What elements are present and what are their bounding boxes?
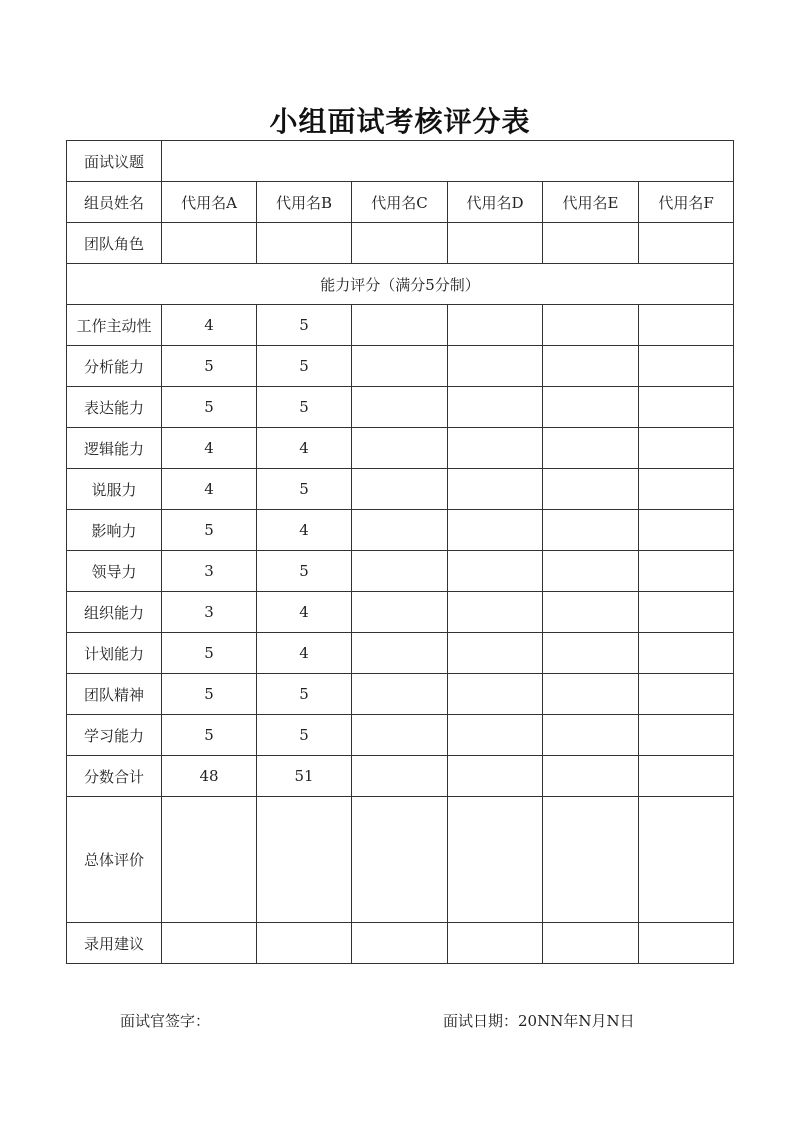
score-cell[interactable] [543,510,639,551]
score-cell[interactable] [352,592,448,633]
score-cell[interactable] [448,551,543,592]
total-cell: 48 [162,756,257,797]
overall-cell[interactable] [257,797,352,923]
score-cell[interactable] [639,387,734,428]
score-cell[interactable] [639,592,734,633]
role-cell[interactable] [639,223,734,264]
role-cell[interactable] [543,223,639,264]
score-cell[interactable] [543,633,639,674]
role-cell[interactable] [162,223,257,264]
recommend-cell[interactable] [257,923,352,964]
names-row [67,182,734,223]
interviewer-signature-label: 面试官签字： [120,1012,211,1030]
candidate-name: 代用名A [162,182,257,223]
criterion-row [67,715,734,756]
score-cell[interactable] [448,346,543,387]
score-cell[interactable] [639,305,734,346]
score-cell[interactable] [543,387,639,428]
score-cell[interactable] [448,428,543,469]
total-label: 分数合计 [67,756,162,797]
criterion-row [67,674,734,715]
overall-cell[interactable] [352,797,448,923]
topic-value-cell[interactable] [162,141,734,182]
criterion-label: 表达能力 [67,387,162,428]
score-cell[interactable] [639,469,734,510]
overall-cell[interactable] [162,797,257,923]
interview-date: 面试日期：20NN年N月N日 [443,1012,635,1030]
role-row [67,223,734,264]
criterion-label: 团队精神 [67,674,162,715]
score-cell[interactable] [352,387,448,428]
score-cell[interactable]: 3 [162,592,257,633]
score-cell[interactable] [448,633,543,674]
criterion-row [67,510,734,551]
candidate-name: 代用名E [543,182,639,223]
score-cell[interactable]: 4 [257,592,352,633]
score-cell[interactable] [352,510,448,551]
score-cell[interactable] [639,674,734,715]
criterion-label: 影响力 [67,510,162,551]
recommend-row [67,923,734,964]
overall-cell[interactable] [448,797,543,923]
candidate-name: 代用名F [639,182,734,223]
total-cell [543,756,639,797]
criterion-row [67,346,734,387]
recommend-cell[interactable] [639,923,734,964]
score-cell[interactable]: 5 [257,387,352,428]
score-cell[interactable] [639,346,734,387]
score-cell[interactable] [352,469,448,510]
role-label: 团队角色 [67,223,162,264]
score-cell[interactable]: 5 [162,715,257,756]
section-header-row [67,264,734,305]
score-cell[interactable] [543,674,639,715]
score-cell[interactable]: 3 [162,551,257,592]
criterion-row [67,469,734,510]
score-cell[interactable]: 4 [257,510,352,551]
overall-row [67,797,734,923]
score-cell[interactable] [543,715,639,756]
score-cell[interactable] [448,715,543,756]
candidate-name: 代用名C [352,182,448,223]
score-cell[interactable] [543,346,639,387]
score-cell[interactable] [639,510,734,551]
score-cell[interactable]: 5 [257,469,352,510]
total-cell [639,756,734,797]
score-cell[interactable]: 4 [162,305,257,346]
criterion-row [67,387,734,428]
score-cell[interactable] [543,551,639,592]
candidate-name: 代用名B [257,182,352,223]
role-cell[interactable] [257,223,352,264]
recommend-cell[interactable] [448,923,543,964]
score-cell[interactable] [448,305,543,346]
score-cell[interactable]: 4 [162,469,257,510]
criterion-label: 分析能力 [67,346,162,387]
score-cell[interactable] [352,305,448,346]
recommend-cell[interactable] [543,923,639,964]
score-cell[interactable] [639,633,734,674]
score-cell[interactable] [543,305,639,346]
score-cell[interactable]: 4 [257,428,352,469]
score-cell[interactable] [352,428,448,469]
score-cell[interactable] [352,551,448,592]
criterion-label: 计划能力 [67,633,162,674]
total-cell [352,756,448,797]
score-cell[interactable]: 5 [162,387,257,428]
topic-row [67,141,734,182]
section-header: 能力评分（满分5分制） [67,264,734,305]
score-cell[interactable] [448,592,543,633]
criterion-label: 逻辑能力 [67,428,162,469]
scoring-table [66,140,734,964]
score-cell[interactable]: 4 [257,633,352,674]
score-cell[interactable] [352,715,448,756]
overall-label: 总体评价 [67,797,162,923]
total-cell [448,756,543,797]
overall-cell[interactable] [639,797,734,923]
score-cell[interactable]: 5 [162,633,257,674]
criterion-label: 工作主动性 [67,305,162,346]
score-cell[interactable] [448,674,543,715]
topic-label: 面试议题 [67,141,162,182]
score-cell[interactable] [639,715,734,756]
criterion-label: 学习能力 [67,715,162,756]
criterion-row [67,633,734,674]
score-cell[interactable] [448,387,543,428]
criterion-label: 领导力 [67,551,162,592]
score-cell[interactable]: 5 [257,715,352,756]
total-cell: 51 [257,756,352,797]
recommend-label: 录用建议 [67,923,162,964]
score-cell[interactable]: 5 [257,551,352,592]
score-cell[interactable] [352,674,448,715]
overall-cell[interactable] [543,797,639,923]
recommend-cell[interactable] [162,923,257,964]
score-cell[interactable]: 5 [257,346,352,387]
criterion-row [67,428,734,469]
score-cell[interactable] [639,551,734,592]
score-cell[interactable]: 5 [257,305,352,346]
candidate-name: 代用名D [448,182,543,223]
score-cell[interactable] [448,510,543,551]
score-cell[interactable] [352,633,448,674]
role-cell[interactable] [352,223,448,264]
recommend-cell[interactable] [352,923,448,964]
criterion-row [67,592,734,633]
score-cell[interactable]: 5 [162,674,257,715]
criterion-row [67,305,734,346]
score-cell[interactable]: 5 [162,510,257,551]
criterion-row [67,551,734,592]
total-row [67,756,734,797]
role-cell[interactable] [448,223,543,264]
criterion-label: 说服力 [67,469,162,510]
form-title: 小组面试考核评分表 [269,105,531,138]
criterion-label: 组织能力 [67,592,162,633]
score-cell[interactable] [543,428,639,469]
score-cell[interactable]: 5 [162,346,257,387]
score-cell[interactable] [639,428,734,469]
names-label: 组员姓名 [67,182,162,223]
score-cell[interactable] [543,592,639,633]
score-cell[interactable] [352,346,448,387]
score-cell[interactable] [543,469,639,510]
score-cell[interactable]: 4 [162,428,257,469]
score-cell[interactable]: 5 [257,674,352,715]
score-cell[interactable] [448,469,543,510]
